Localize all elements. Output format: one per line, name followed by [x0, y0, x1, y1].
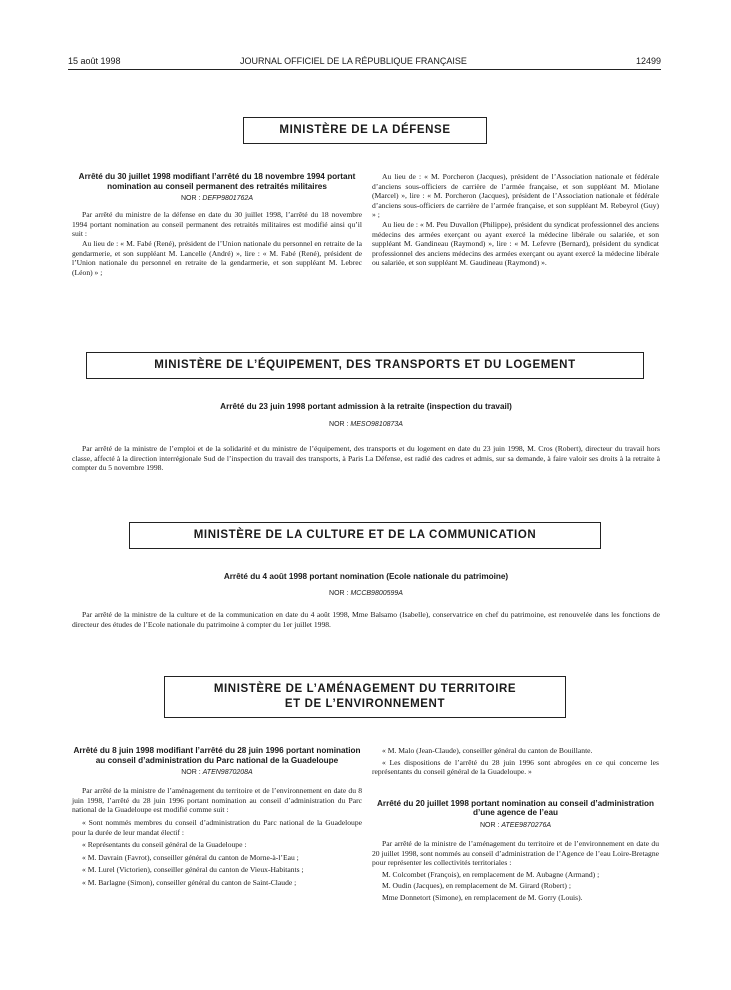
paragraph: « M. Lurel (Victorien), conseiller général du canton de Vieux-Habitants ;: [82, 865, 304, 875]
article-nor: NOR : MCCB9800599A: [329, 590, 403, 597]
paragraph: « M. Barlagne (Simon), conseiller général du canton de Saint-Claude ;: [82, 877, 297, 887]
article-title: Arrêté du 20 juillet 1998 portant nomination au conseil d’administration d’une agence de l’eau: [376, 798, 655, 818]
paragraph: « M. Davrain (Favrot), conseiller général du canton de Morne-à-l’Eau ;: [82, 852, 299, 862]
paragraph: M. Oudin (Jacques), en remplacement de M. Girard (Robert) ;: [382, 881, 571, 891]
ministry-title-culture: MINISTÈRE DE LA CULTURE ET DE LA COMMUNICATION: [129, 522, 601, 549]
article-guadeloupe-right-column: [372, 746, 659, 903]
article-nor: NOR : ATEN9870208A: [181, 769, 253, 777]
article-title: Arrêté du 8 juin 1998 modifiant l’arrêté du 28 juin 1996 portant nomination au conseil d’administration du Parc national de la Guadeloupe: [73, 746, 361, 765]
ministry-title-amenagement: MINISTÈRE DE L’AMÉNAGEMENT DU TERRITOIRE ET DE L’ENVIRONNEMENT: [164, 676, 566, 718]
article-title: Arrêté du 23 juin 1998 portant admission à la retraite (inspection du travail): [220, 402, 512, 411]
article-nor: NOR : MESO9810873A: [329, 421, 403, 428]
ministry-title-defense: MINISTÈRE DE LA DÉFENSE: [243, 117, 487, 144]
paragraph: Au lieu de : « M. Peu Duvallon (Philippe), président du syndicat professionnel des anciens médecins des armées exerçant ou ayant exercé la médecine libérale ou salariée, et son suppléant M. Gandineau (Raymond) », lire : « M. Lefevre (Bernard), président du syndicat professionnel des anciens médecins des armées exerçant ou ayant exercé la médecine libérale ou salariée, et son suppléant M. Gaudineau (Raymond) ».: [372, 219, 659, 268]
paragraph: « Les dispositions de l’arrêté du 28 juin 1996 sont abrogées en ce qui concerne les représentants du conseil général de la Guadeloupe. »: [372, 757, 659, 777]
paragraph: Au lieu de : « M. Porcheron (Jacques), président de l’Association nationale et fédérale d’anciens sous-officiers de carrière de l’armée française, et son suppléant M. Miolane (Marcel) », lire : « M. Porcheron (Jacques), président de l’Association nationale et fédérale d’anciens sous-officiers de carrière de l’armée française, et son suppléant M. Rebeyrol (Guy) » ;: [372, 172, 659, 220]
paragraph: Par arrêté de la ministre de l’aménagement du territoire et de l’environnement en date du 8 juin 1998, l’arrêté du 28 juin 1996 portant nomination au conseil d’administration du Parc national de la Guadeloupe est modifié comme suit :: [72, 786, 362, 815]
header-journal-title: JOURNAL OFFICIEL DE LA RÉPUBLIQUE FRANÇAISE: [240, 56, 467, 66]
paragraph: Mme Donnetort (Simone), en remplacement de M. Gorry (Louis).: [382, 892, 583, 902]
article-defense-right-column: [372, 172, 659, 268]
paragraph: « Représentants du conseil général de la Guadeloupe :: [82, 840, 247, 850]
article-nor: NOR : DEFP9801762A: [181, 195, 253, 203]
paragraph: Par arrêté de la ministre de la culture et de la communication en date du 4 août 1998, Mme Balsamo (Isabelle), conservatrice en chef du patrimoine, est renouvelée dans les fonctions de directeur des études de l’Ecole nationale du patrimoine à compter du 1er juillet 1998.: [72, 610, 660, 629]
paragraph: Par arrêté de la ministre de l’emploi et de la solidarité et du ministre de l’équipement, des transports et du logement en date du 23 juin 1998, M. Cros (Robert), directeur du travail hors classe, affecté à la direction interrégionale Sud de l’inspection du travail des transports, à Paris La Défense, est radié des cadres et admis, sur sa demande, à faire valoir ses droits à la retraite à compter du 5 novembre 1998.: [72, 444, 660, 473]
article-nor: NOR : ATEE9870276A: [479, 821, 552, 829]
paragraph: Par arrêté de la ministre de l’aménagement du territoire et de l’environnement en date du 20 juillet 1998, sont nommés au conseil d’administration de l’Agence de l’eau Loire-Bretagne pour représenter les collectivités territoriales :: [372, 838, 659, 868]
header-date: 15 août 1998: [68, 56, 121, 66]
header-rule: [68, 69, 661, 70]
paragraph: M. Colcombet (François), en remplacement de M. Aubagne (Armand) ;: [382, 869, 600, 879]
article-defense-left-column: [72, 172, 362, 277]
paragraph: « M. Malo (Jean-Claude), conseiller général du canton de Bouillante.: [382, 746, 593, 755]
article-title: Arrêté du 30 juillet 1998 modifiant l’arrêté du 18 novembre 1994 portant nomination au conseil permanent des retraités militaires: [78, 172, 356, 191]
ministry-title-equipement: MINISTÈRE DE L’ÉQUIPEMENT, DES TRANSPORTS ET DU LOGEMENT: [86, 352, 644, 379]
article-title: Arrêté du 4 août 1998 portant nomination (Ecole nationale du patrimoine): [223, 572, 509, 581]
paragraph: « Sont nommés membres du conseil d’administration du Parc national de la Guadeloupe pour la durée de leur mandat électif :: [72, 817, 362, 837]
paragraph: Par arrêté du ministre de la défense en date du 30 juillet 1998, l’arrêté du 18 novembre 1994 portant nomination au conseil permanent des retraités militaires est modifié ainsi qu’il suit :: [72, 210, 362, 239]
paragraph: Au lieu de : « M. Fabé (René), président de l’Union nationale du personnel en retraite de la gendarmerie, et son suppléant M. Lancelle (André) », lire : « M. Fabé (René), président de l’Union nationale du personnel en retraite de la gendarmerie, et son suppléant M. Lebrec (Léon) » ;: [72, 238, 362, 277]
article-guadeloupe-left-column: [72, 746, 362, 888]
header-page-number: 12499: [636, 56, 662, 66]
